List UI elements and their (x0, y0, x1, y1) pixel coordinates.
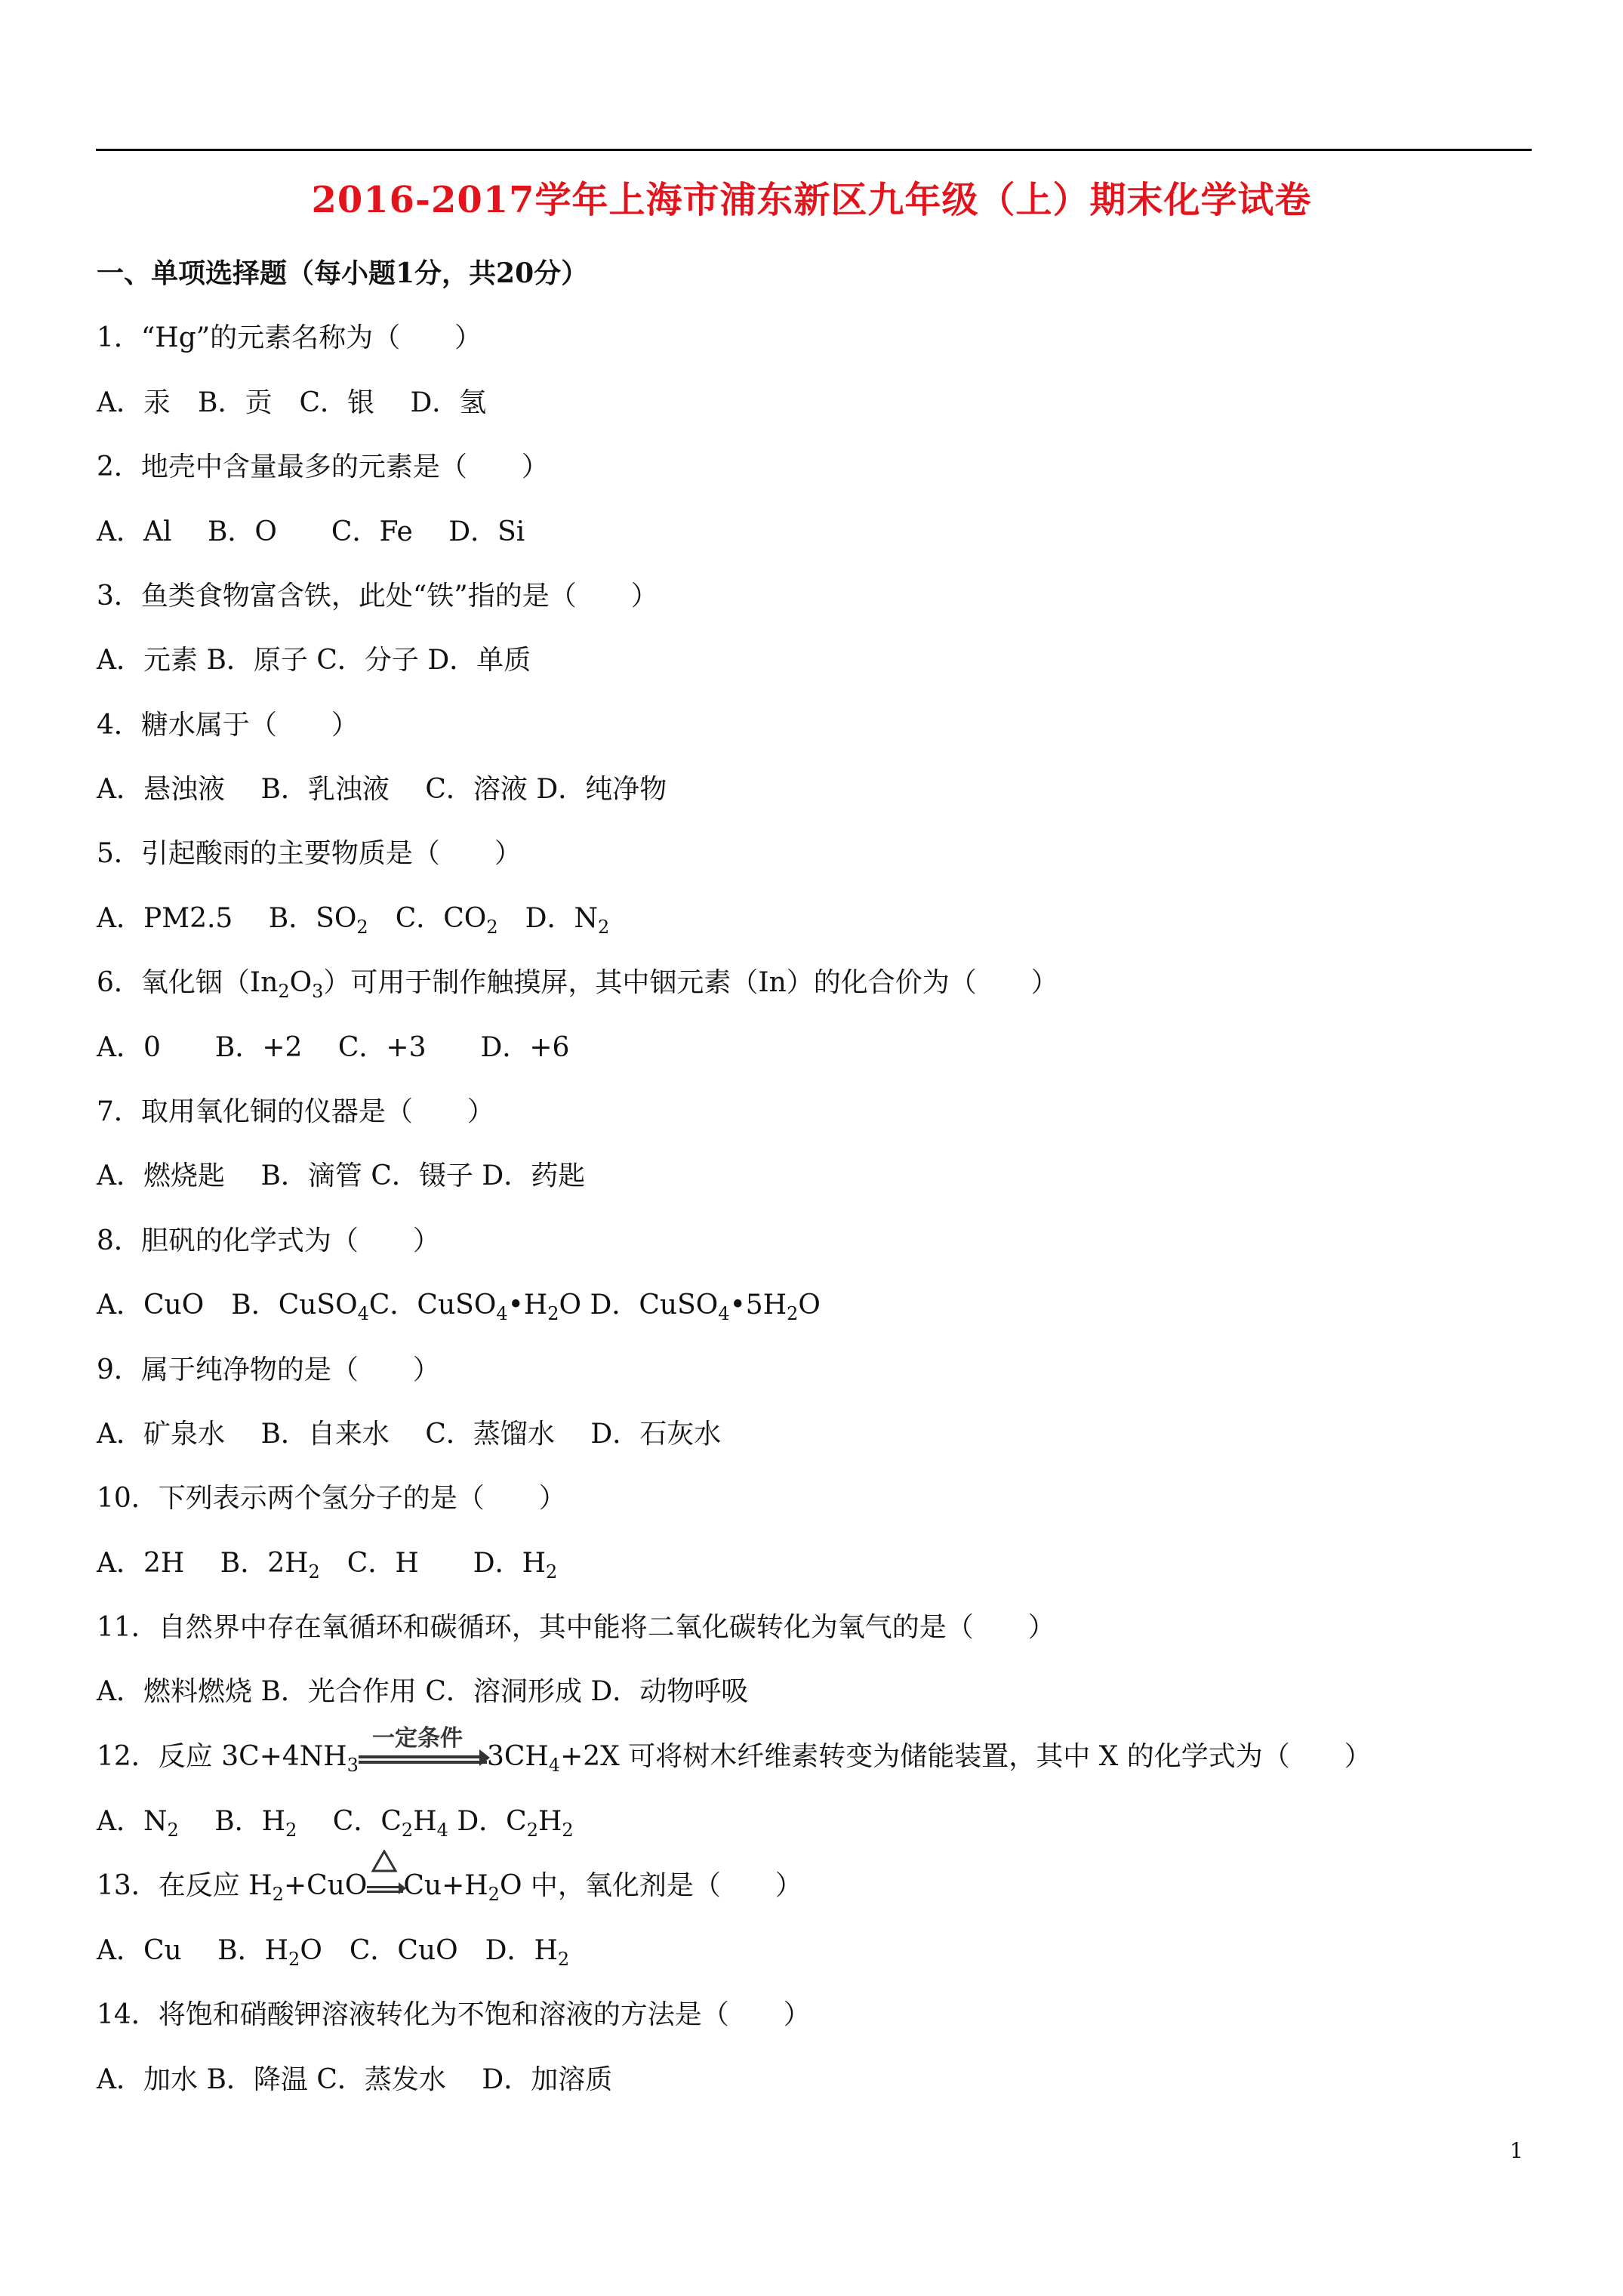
options-6: A．0 B．+2 C．+3 D．+6 (97, 1032, 570, 1063)
question-12 (97, 1725, 1372, 1782)
text: C．C (297, 1806, 402, 1837)
reaction-condition-arrow (359, 1725, 487, 1774)
text: •5H (729, 1290, 787, 1321)
options-5 (97, 902, 609, 944)
subscript: 4 (436, 1820, 448, 1841)
subscript: 2 (557, 1949, 570, 1970)
text: O (798, 1290, 821, 1321)
subscript: 3 (312, 981, 324, 1002)
question-8: 8．胆矾的化学式为（ ） (97, 1225, 440, 1256)
subscript: 2 (167, 1820, 179, 1841)
text: +CuO (283, 1870, 368, 1901)
subscript: 2 (356, 917, 368, 938)
subscript: 2 (486, 917, 498, 938)
question-3: 3．鱼类食物富含铁，此处“铁”指的是（ ） (97, 581, 658, 612)
text: C．CO (368, 903, 487, 934)
subscript: 4 (548, 1755, 561, 1776)
page-title: 2016-2017学年上海市浦东新区九年级（上）期末化学试卷 (311, 179, 1312, 221)
text: 3CH (486, 1741, 549, 1772)
subscript: 2 (562, 1820, 574, 1841)
subscript: 2 (278, 981, 290, 1002)
text: 6．氧化铟（In (97, 967, 279, 998)
question-14: 14．将饱和硝酸钾溶液转化为不饱和溶液的方法是（ ） (97, 1999, 811, 2030)
section-heading: 一、单项选择题（每小题1分，共20分） (97, 257, 589, 289)
subscript: 2 (526, 1820, 539, 1841)
text: 13．在反应 H (97, 1870, 273, 1901)
page-number: 1 (1510, 2138, 1523, 2163)
options-3: A．元素 B．原子 C．分子 D．单质 (97, 645, 531, 676)
subscript: 2 (597, 917, 610, 938)
text: H (538, 1806, 562, 1837)
question-10: 10．下列表示两个氢分子的是（ ） (97, 1483, 566, 1514)
heat-triangle-icon (371, 1850, 397, 1872)
arrow-line (359, 1755, 487, 1758)
subscript: 4 (718, 1303, 730, 1324)
text: ）可用于制作触摸屏，其中铟元素（In）的化合价为（ ） (323, 967, 1058, 998)
question-2: 2．地壳中含量最多的元素是（ ） (97, 451, 549, 482)
subscript: 2 (288, 1949, 300, 1970)
options-10 (97, 1547, 557, 1589)
text: O (289, 967, 313, 998)
arrow-line (359, 1761, 487, 1764)
options-13 (97, 1934, 569, 1976)
options-12 (97, 1805, 574, 1847)
question-6 (97, 966, 1058, 1008)
question-13 (97, 1869, 802, 1911)
arrow-head-icon (479, 1749, 490, 1766)
options-1: A．汞 B．贡 C．银 D．氢 (97, 387, 487, 418)
options-8 (97, 1289, 821, 1330)
question-5: 5．引起酸雨的主要物质是（ ） (97, 838, 522, 869)
condition-label: 一定条件 (371, 1725, 463, 1752)
options-9: A．矿泉水 B．自来水 C．蒸馏水 D．石灰水 (97, 1419, 722, 1450)
subscript: 2 (545, 1561, 558, 1583)
subscript: 4 (357, 1303, 369, 1324)
arrow-line (367, 1886, 403, 1888)
header-rule (96, 149, 1532, 151)
text: D．C (448, 1806, 527, 1837)
heat-arrow (367, 1869, 403, 1903)
text: A．N (97, 1806, 168, 1837)
subscript: 2 (272, 1884, 284, 1905)
text: A．CuO B．CuSO (97, 1290, 358, 1321)
subscript: 2 (547, 1303, 559, 1324)
subscript: 2 (488, 1884, 500, 1905)
subscript: 2 (787, 1303, 799, 1324)
subscript: 2 (401, 1820, 414, 1841)
subscript: 2 (285, 1820, 297, 1841)
text: O C．CuO D．H (300, 1935, 558, 1966)
text: O 中，氧化剂是（ ） (499, 1870, 802, 1901)
text: O D．CuSO (559, 1290, 719, 1321)
text: A．2H B．2H (97, 1548, 309, 1579)
text: 12．反应 3C+4NH (97, 1741, 347, 1772)
arrow-line (367, 1891, 403, 1893)
options-7: A．燃烧匙 B．滴管 C．镊子 D．药匙 (97, 1160, 586, 1191)
options-11: A．燃料燃烧 B．光合作用 C．溶洞形成 D．动物呼吸 (97, 1676, 749, 1707)
text: C．CuSO (368, 1290, 497, 1321)
question-11: 11．自然界中存在氧循环和碳循环，其中能将二氧化碳转化为氧气的是（ ） (97, 1612, 1055, 1643)
options-14: A．加水 B．降温 C．蒸发水 D．加溶质 (97, 2064, 613, 2095)
question-4: 4．糖水属于（ ） (97, 710, 359, 741)
subscript: 2 (308, 1561, 320, 1583)
text: A．Cu B．H (97, 1935, 289, 1966)
question-7: 7．取用氧化铜的仪器是（ ） (97, 1096, 494, 1127)
text: +2X 可将树木纤维素转变为储能装置，其中 X 的化学式为（ ） (560, 1741, 1372, 1772)
text: C．H D．H (319, 1548, 546, 1579)
options-4: A．悬浊液 B．乳浊液 C．溶液 D．纯净物 (97, 774, 667, 805)
options-2: A．Al B．O C．Fe D．Si (97, 516, 525, 547)
text: H (413, 1806, 437, 1837)
text: Cu+H (403, 1870, 488, 1901)
question-1: 1．“Hg”的元素名称为（ ） (97, 322, 482, 353)
text: B．H (178, 1806, 286, 1837)
text: •H (507, 1290, 548, 1321)
text: D．N (497, 903, 598, 934)
arrow-head-icon (399, 1882, 406, 1894)
subscript: 4 (496, 1303, 508, 1324)
question-9: 9．属于纯净物的是（ ） (97, 1354, 440, 1385)
text: A．PM2.5 B．SO (97, 903, 357, 934)
subscript: 3 (346, 1755, 359, 1776)
